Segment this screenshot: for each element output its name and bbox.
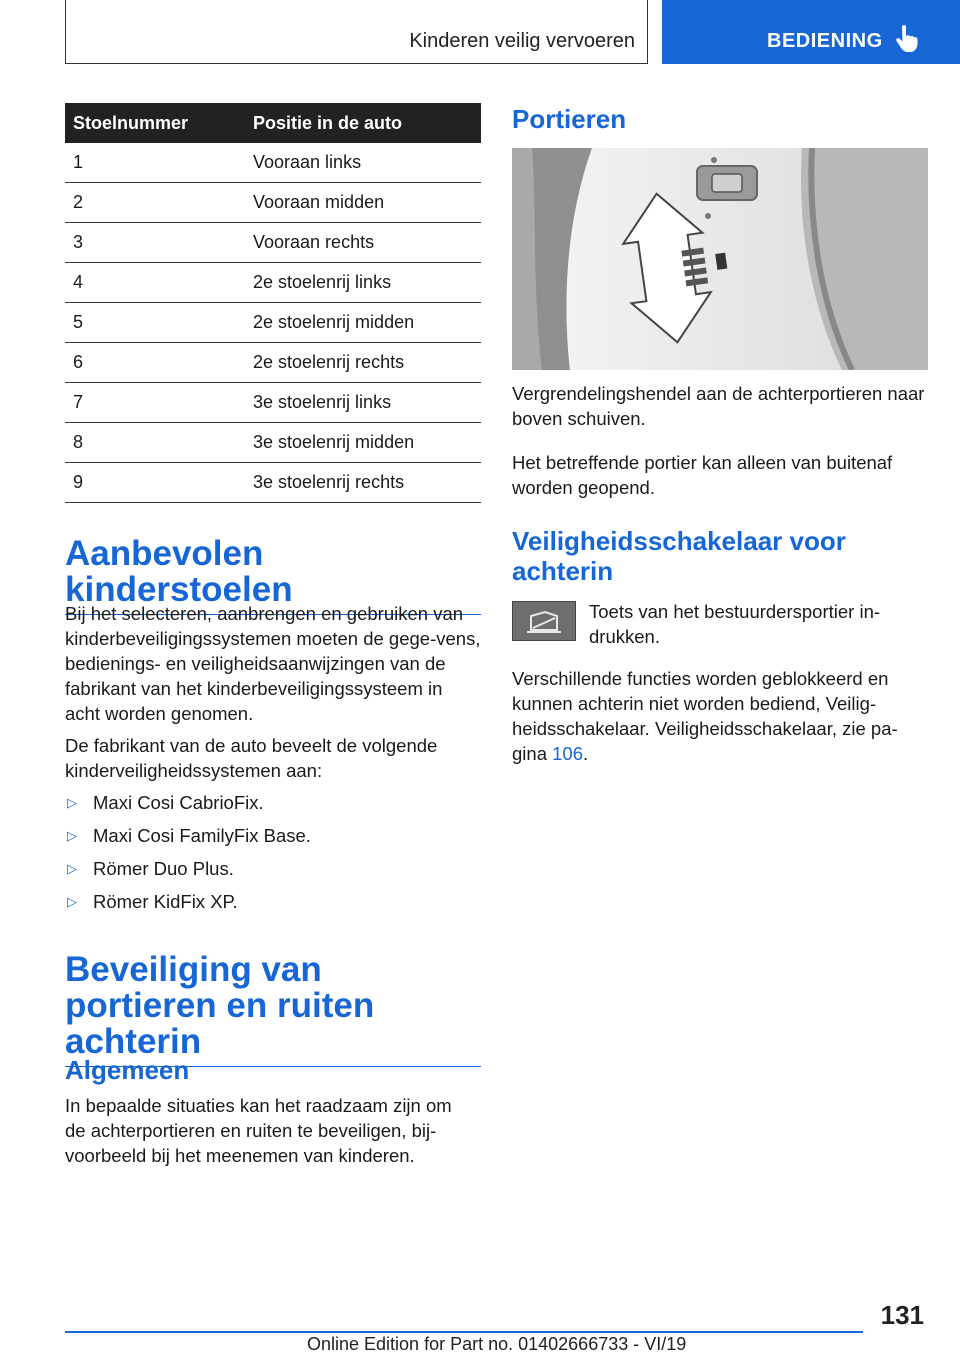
page-number: 131	[880, 1300, 924, 1330]
table-row	[65, 383, 481, 423]
list-item-text: Maxi Cosi CabrioFix.	[93, 792, 264, 813]
triangle-bullet-icon: ▷	[67, 894, 77, 909]
seat-position: Vooraan rechts	[245, 223, 481, 263]
seat-number: 4	[65, 263, 245, 303]
list-item-text: Maxi Cosi FamilyFix Base.	[93, 825, 311, 846]
seat-number: 9	[65, 463, 245, 503]
hand-pointer-icon	[894, 25, 918, 58]
list-item	[65, 852, 311, 885]
door-lock-lever-illustration	[512, 148, 928, 370]
triangle-bullet-icon: ▷	[67, 795, 77, 810]
triangle-bullet-icon: ▷	[67, 861, 77, 876]
table-row	[65, 183, 481, 223]
recommended-seat-list	[65, 786, 311, 918]
paragraph-general: In bepaalde situaties kan het raadzaam zijn om de achterportieren en ruiten te beveiligen, bij-voorbeeld bij het meenemen van kinderen.	[65, 1095, 452, 1166]
seat-position: 2e stoelenrij midden	[245, 303, 481, 343]
paragraph-recommended-2: De fabrikant van de auto beveelt de volgende kinderveiligheidssystemen aan:	[65, 735, 438, 781]
window-lock-button-icon	[512, 601, 576, 641]
paragraph-switch-2-end: .	[583, 743, 589, 764]
seat-number-table	[65, 103, 481, 503]
seat-position: Vooraan midden	[245, 183, 481, 223]
heading-door-window-security: Beveiliging van portieren en ruiten achterin	[65, 952, 481, 1067]
table-row	[65, 143, 481, 183]
paragraph-switch-2	[512, 666, 928, 766]
header-section-box	[65, 0, 648, 64]
seat-position: Vooraan links	[245, 143, 481, 183]
table-row	[65, 223, 481, 263]
seat-number: 5	[65, 303, 245, 343]
seat-number: 2	[65, 183, 245, 223]
table-row	[65, 423, 481, 463]
seat-position: 3e stoelenrij midden	[245, 423, 481, 463]
seat-number: 7	[65, 383, 245, 423]
table-header-seat: Stoelnummer	[65, 103, 245, 143]
seat-number: 6	[65, 343, 245, 383]
paragraph-switch-2-text: Verschillende functies worden geblokkeerd en kunnen achterin niet worden bediend, Veilig-heidsschakelaar. Veiligheidsschakelaar, zie pa-gina	[512, 668, 898, 764]
table-row	[65, 303, 481, 343]
list-item	[65, 786, 311, 819]
seat-position: 3e stoelenrij links	[245, 383, 481, 423]
header-section-title: Kinderen veilig vervoeren	[409, 30, 635, 52]
paragraph-recommended-1: Bij het selecteren, aanbrengen en gebruiken van kinderbeveiligingssystemen moeten de gege-vens, bedienings- en veiligheidsaanwijzingen van de fabrikant van het kinderbeveiligingssysteem in acht worden genomen.	[65, 603, 481, 724]
table-header-row	[65, 103, 481, 143]
heading-general: Algemeen	[65, 1055, 190, 1085]
table-row	[65, 463, 481, 503]
paragraph-doors-2: Het betreffende portier kan alleen van buitenaf worden geopend.	[512, 452, 893, 498]
paragraph-doors-1: Vergrendelingshendel aan de achterportieren naar boven schuiven.	[512, 383, 925, 429]
footer-divider	[65, 1331, 863, 1333]
seat-position: 2e stoelenrij links	[245, 263, 481, 303]
heading-safety-switch: Veiligheidsschakelaar voor achterin	[512, 526, 846, 586]
triangle-bullet-icon: ▷	[67, 828, 77, 843]
page-reference-link[interactable]: 106	[552, 743, 583, 764]
paragraph-switch-1: Toets van het bestuurdersportier in-drukken.	[589, 601, 881, 647]
seat-number: 3	[65, 223, 245, 263]
table-row	[65, 263, 481, 303]
seat-number: 1	[65, 143, 245, 183]
heading-doors: Portieren	[512, 104, 627, 134]
header-chapter-tab[interactable]	[662, 0, 960, 64]
list-item	[65, 885, 311, 918]
list-item-text: Römer KidFix XP.	[93, 891, 238, 912]
table-header-position: Positie in de auto	[245, 103, 481, 143]
heading-recommended-child-seats: Aanbevolen kinderstoelen	[65, 536, 481, 615]
seat-position: 2e stoelenrij rechts	[245, 343, 481, 383]
list-item-text: Römer Duo Plus.	[93, 858, 234, 879]
footer-edition: Online Edition for Part no. 01402666733 - VI/19	[307, 1334, 687, 1354]
seat-position: 3e stoelenrij rechts	[245, 463, 481, 503]
table-row	[65, 343, 481, 383]
seat-number: 8	[65, 423, 245, 463]
header-chapter-label: BEDIENING	[767, 30, 883, 52]
list-item	[65, 819, 311, 852]
